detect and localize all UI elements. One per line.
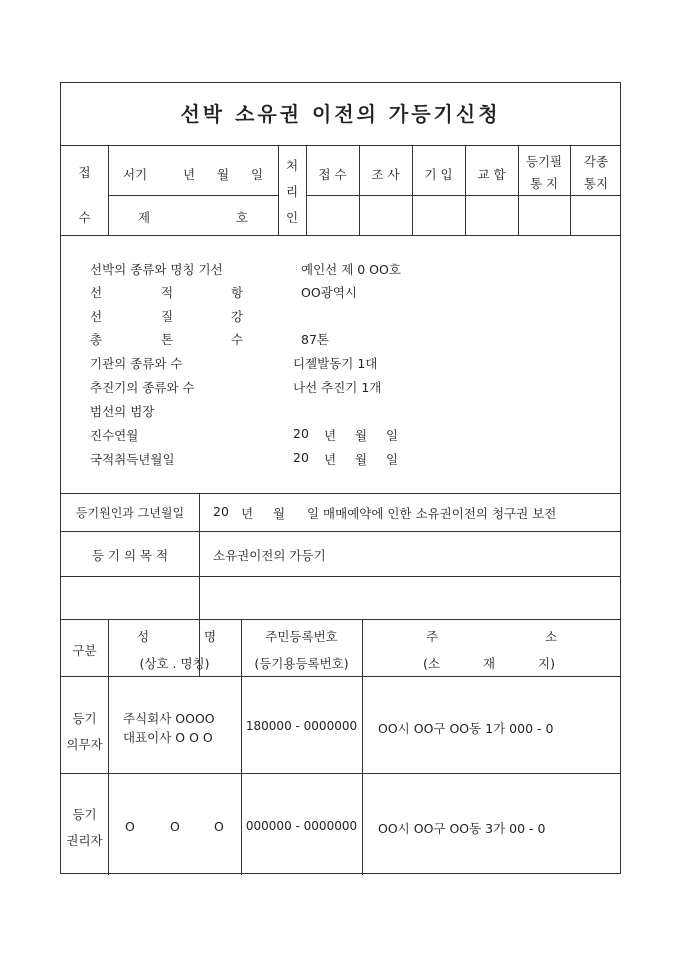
- divider: [306, 195, 620, 196]
- launch-nyeon: 년: [324, 428, 337, 443]
- notice-done-2: 통 지: [529, 176, 559, 191]
- divider: [61, 773, 620, 774]
- tonnage-label-3: 수: [231, 332, 244, 347]
- step-check: 교 합: [477, 167, 506, 182]
- step-receipt: 접 수: [318, 167, 347, 182]
- nationality-wol: 월: [355, 452, 368, 467]
- propeller-label: 추진기의 종류와 수: [90, 380, 195, 395]
- notice-done-1: 등기필: [525, 154, 563, 169]
- launch-il: 일: [386, 428, 399, 443]
- header-regno-sub: (등기용등록번호): [254, 656, 349, 671]
- obligor-regno: 180000 - 0000000: [245, 719, 358, 733]
- divider: [61, 531, 620, 532]
- office-jeop: 접: [78, 165, 91, 180]
- divider: [359, 145, 360, 235]
- cheoriin-3: 인: [285, 210, 299, 225]
- cause-nyeon: 년: [241, 506, 254, 521]
- holder-name-1: O: [125, 819, 135, 834]
- header-addr-sub-1: (소: [423, 656, 440, 671]
- divider: [465, 145, 466, 235]
- date-year: 년: [183, 167, 196, 182]
- page-title: 선박 소유권 이전의 가등기신청: [180, 102, 501, 126]
- holder-address: OO시 OO구 OO동 3가 00 - 0: [378, 821, 546, 836]
- nationality-label: 국적취득년월일: [90, 452, 175, 467]
- holder-label-1: 등기: [72, 807, 97, 822]
- launch-wol: 월: [355, 428, 368, 443]
- cause-wol: 월: [273, 506, 286, 521]
- tonnage-label-2: 톤: [161, 332, 174, 347]
- registration-form: [60, 82, 621, 874]
- header-name-1: 성: [137, 629, 150, 644]
- port-label-3: 항: [231, 285, 244, 300]
- engine-label: 기관의 종류와 수: [90, 356, 183, 371]
- obligor-label-2: 의무자: [66, 737, 103, 752]
- notice-misc-1: 각종: [583, 154, 609, 169]
- port-label-1: 선: [90, 285, 103, 300]
- header-gubun: 구분: [72, 643, 97, 658]
- cause-text: 일 매매예약에 인한 소유권이전의 청구권 보전: [307, 506, 557, 521]
- obligor-name-2: 대표이사 O O O: [123, 730, 213, 745]
- header-name-sub: (상호 . 명칭): [139, 656, 210, 671]
- divider: [61, 493, 620, 494]
- nationality-il: 일: [386, 452, 399, 467]
- nationality-nyeon: 년: [324, 452, 337, 467]
- step-entry: 기 입: [424, 167, 453, 182]
- cause-label: 등기원인과 그년월일: [75, 506, 185, 520]
- holder-regno: 000000 - 0000000: [245, 819, 358, 833]
- propeller-value: 나선 추진기 1개: [293, 380, 382, 395]
- header-regno: 주민등록번호: [265, 629, 338, 644]
- engine-value: 디젤발동기 1대: [293, 356, 378, 371]
- tonnage-label-1: 총: [90, 332, 103, 347]
- obligor-address: OO시 OO구 OO동 1가 000 - 0: [378, 721, 554, 736]
- receipt-je: 제: [138, 210, 151, 225]
- divider: [61, 145, 620, 146]
- tonnage-value: 87톤: [301, 332, 329, 347]
- divider: [61, 619, 620, 620]
- divider: [362, 619, 363, 875]
- purpose-label: 등 기 의 목 적: [91, 548, 169, 563]
- cause-year: 20: [213, 504, 229, 519]
- cheoriin-2: 리: [285, 184, 299, 199]
- divider: [61, 676, 620, 677]
- office-su: 수: [78, 210, 91, 225]
- date-month: 월: [217, 167, 230, 182]
- material-label-2: 질: [161, 309, 174, 324]
- header-addr-1: 주: [426, 629, 439, 644]
- divider: [199, 493, 200, 676]
- date-day: 일: [251, 167, 264, 182]
- material-label-1: 선: [90, 309, 103, 324]
- cheoriin-1: 처: [285, 158, 299, 173]
- divider: [412, 145, 413, 235]
- holder-name-2: O: [170, 819, 180, 834]
- notice-misc-2: 통지: [583, 176, 609, 191]
- header-addr-sub-3: 지): [538, 656, 555, 671]
- obligor-label-1: 등기: [72, 711, 97, 726]
- divider: [306, 145, 307, 235]
- divider: [61, 576, 620, 577]
- holder-label-2: 권리자: [66, 833, 103, 848]
- receipt-ho: 호: [236, 210, 249, 225]
- header-addr-2: 소: [545, 629, 558, 644]
- vessel-type-label: 선박의 종류와 명칭 기선: [90, 262, 223, 277]
- header-name-2: 명: [204, 629, 217, 644]
- step-review: 조 사: [371, 167, 400, 182]
- nationality-year: 20: [293, 450, 309, 465]
- vessel-type-value: 예인선 제 0 OO호: [301, 262, 401, 277]
- obligor-name-1: 주식회사 OOOO: [123, 711, 215, 726]
- divider: [61, 235, 620, 236]
- divider: [108, 145, 109, 235]
- port-value: OO광역시: [301, 285, 357, 300]
- sail-label: 범선의 범장: [90, 404, 155, 419]
- material-label-3: 강: [231, 309, 244, 324]
- header-addr-sub-2: 재: [483, 656, 496, 671]
- purpose-value: 소유권이전의 가등기: [213, 548, 326, 563]
- launch-label: 진수연월: [90, 428, 139, 443]
- launch-year: 20: [293, 426, 309, 441]
- date-seogi: 서기: [123, 167, 148, 182]
- holder-name-3: O: [214, 819, 224, 834]
- divider: [108, 195, 278, 196]
- port-label-2: 적: [161, 285, 174, 300]
